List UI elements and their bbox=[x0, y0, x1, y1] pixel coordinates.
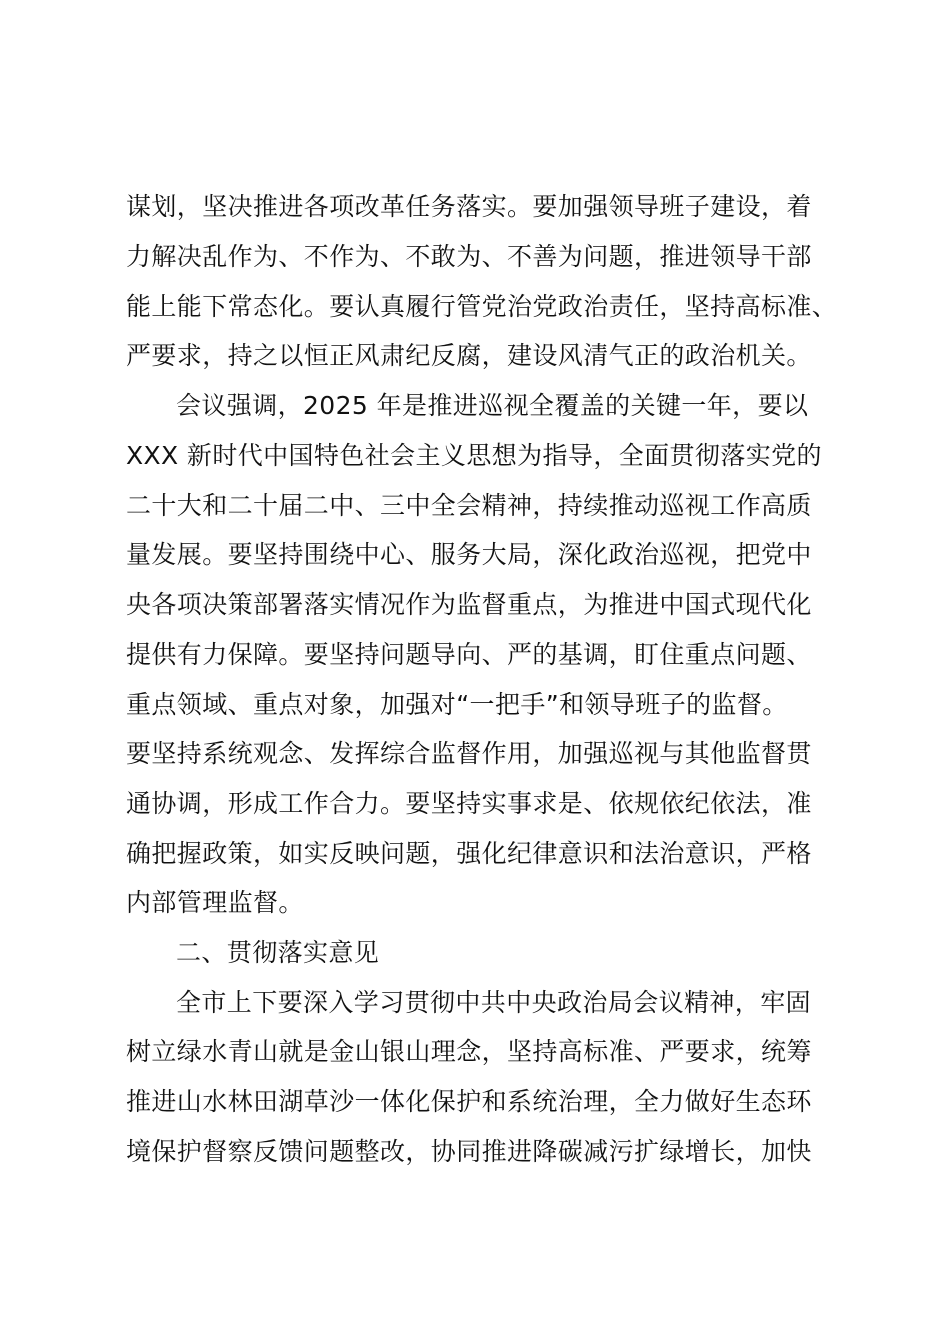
paragraph-first-line: 全市上下要深入学习贯彻中共中央政治局会议精神，牢固 bbox=[176, 988, 812, 1017]
text-line: 严要求，持之以恒正风肃纪反腐，建设风清气正的政治机关。 bbox=[126, 341, 812, 370]
text-line: 提供有力保障。要坚持问题导向、严的基调，盯住重点问题、 bbox=[126, 640, 812, 669]
text-line: 力解决乱作为、不作为、不敢为、不善为问题，推进领导干部 bbox=[126, 242, 812, 271]
text-line: 推进山水林田湖草沙一体化保护和系统治理，全力做好生态环 bbox=[126, 1087, 812, 1116]
paragraph-first-line: 会议强调，2025 年是推进巡视全覆盖的关键一年，要以 bbox=[176, 391, 809, 420]
text-line: 境保护督察反馈问题整改，协同推进降碳减污扩绿增长，加快 bbox=[126, 1137, 812, 1166]
text-line: 重点领域、重点对象，加强对“一把手”和领导班子的监督。 bbox=[126, 690, 788, 719]
text-line: 二十大和二十届二中、三中全会精神，持续推动巡视工作高质 bbox=[126, 491, 812, 520]
text-line: 树立绿水青山就是金山银山理念，坚持高标准、严要求，统筹 bbox=[126, 1037, 812, 1066]
text-line: 内部管理监督。 bbox=[126, 888, 304, 917]
text-line: 通协调，形成工作合力。要坚持实事求是、依规依纪依法，准 bbox=[126, 789, 812, 818]
section-heading: 二、贯彻落实意见 bbox=[176, 938, 380, 967]
text-line: 能上能下常态化。要认真履行管党治党政治责任，坚持高标准、 bbox=[126, 292, 838, 321]
text-line: XXX 新时代中国特色社会主义思想为指导，全面贯彻落实党的 bbox=[126, 441, 822, 470]
text-line: 央各项决策部署落实情况作为监督重点，为推进中国式现代化 bbox=[126, 590, 812, 619]
text-line: 要坚持系统观念、发挥综合监督作用，加强巡视与其他监督贯 bbox=[126, 739, 812, 768]
text-line: 谋划，坚决推进各项改革任务落实。要加强领导班子建设，着 bbox=[126, 192, 812, 221]
text-line: 确把握政策，如实反映问题，强化纪律意识和法治意识，严格 bbox=[126, 839, 812, 868]
text-line: 量发展。要坚持围绕中心、服务大局，深化政治巡视，把党中 bbox=[126, 540, 812, 569]
